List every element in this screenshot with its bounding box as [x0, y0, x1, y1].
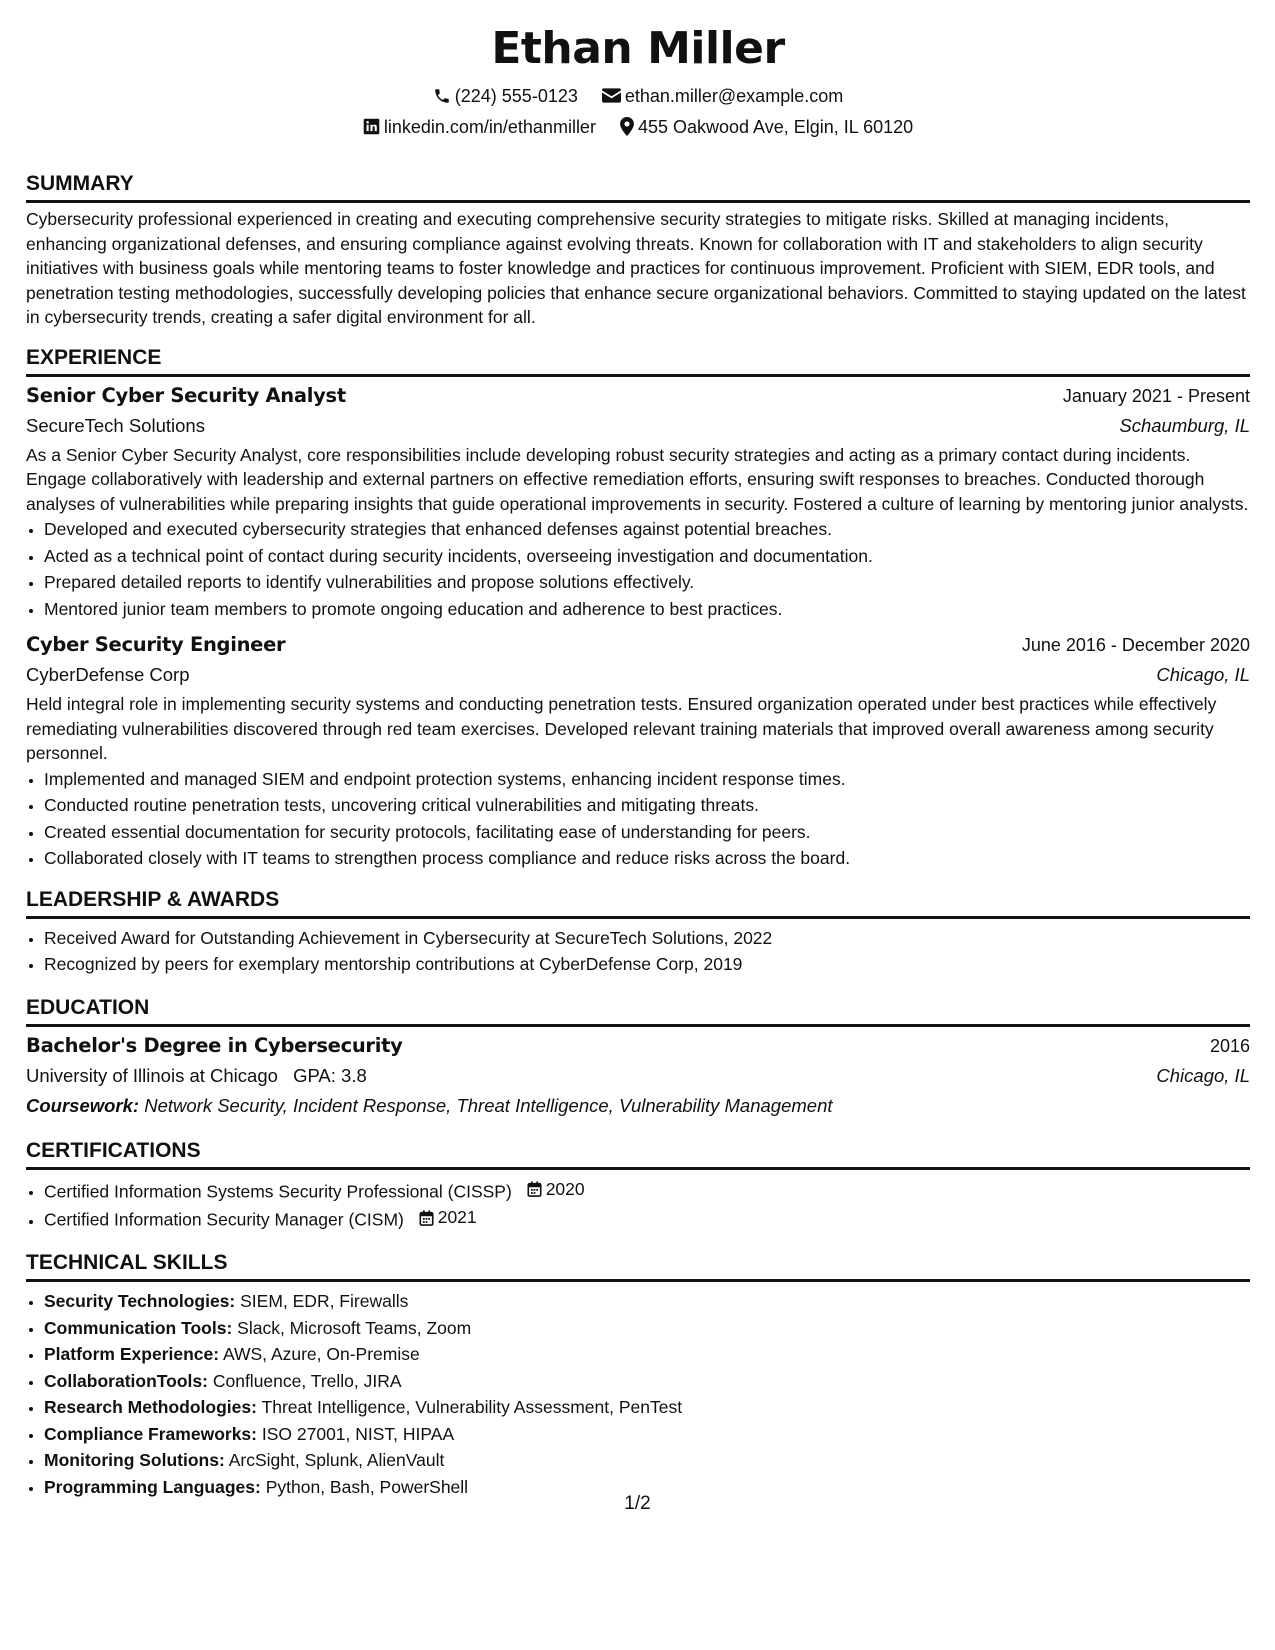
calendar-icon — [527, 1181, 542, 1197]
list-item: • Received Award for Outstanding Achievement in Cybersecurity at SecureTech Solutions, 2022 — [44, 925, 1250, 952]
job-dates: January 2021 - Present — [1062, 385, 1250, 406]
job-company: CyberDefense Corp — [26, 664, 190, 685]
experience-section — [26, 344, 1250, 872]
job-entry — [26, 630, 1250, 872]
skill-value: AWS, Azure, On-Premise — [222, 1344, 420, 1364]
list-item — [44, 1368, 1250, 1395]
job-title: Senior Cyber Security Analyst — [26, 383, 346, 407]
summary-text: Cybersecurity professional experienced in creating and executing comprehensive security strategies to mitigate risks. Skilled at managing incidents, enhancing organizational defenses, and ensuring compliance against evolving threats. Known for collaboration with IT and stakeholders to align security initiatives with business goals while mentoring teams to foster knowledge and practices for continuous improvement. Proficient with SIEM, EDR tools, and penetration testing methodologies, successfully developing policies that enhance secure organizational behaviors. Committed to staying updated on the latest in cybersecurity trends, creating a safer digital environment for all. — [26, 209, 1246, 327]
leadership-section — [26, 886, 1250, 978]
gpa: GPA: 3.8 — [293, 1064, 367, 1086]
skills-heading: TECHNICAL SKILLS — [26, 1249, 1250, 1282]
job-entry — [26, 381, 1250, 623]
list-item: • Conducted routine penetration tests, uncovering critical vulnerabilities and mitigating threats. — [44, 792, 1250, 819]
list-item: • Mentored junior team members to promote ongoing education and adherence to best practices. — [44, 596, 1250, 623]
list-item — [44, 1394, 1250, 1421]
list-item: • Collaborated closely with IT teams to strengthen process compliance and reduce risks across the board. — [44, 845, 1250, 872]
cert-name: Certified Information Systems Security Professional (CISSP) — [44, 1180, 512, 1201]
leadership-heading: LEADERSHIP & AWARDS — [26, 886, 1250, 919]
graduation-year: 2016 — [1209, 1035, 1250, 1056]
linkedin-icon — [363, 118, 380, 135]
summary-section — [26, 170, 1250, 330]
job-bullets — [26, 766, 1250, 872]
list-item — [44, 1176, 1250, 1205]
skill-value: Confluence, Trello, JIRA — [212, 1370, 402, 1391]
job-description: Held integral role in implementing security systems and conducting penetration tests. Ensured organization operated under best practices while effectively remediating vulnerabilities discovered through red team exercises. Developed relevant training materials that improved overall awareness among security personnel. — [26, 694, 1217, 763]
skills-list — [26, 1288, 1250, 1500]
contact-row-1 — [26, 80, 1250, 111]
skill-value: Python, Bash, PowerShell — [265, 1476, 469, 1497]
list-item — [44, 1447, 1250, 1474]
list-item: • Acted as a technical point of contact during security incidents, overseeing investigation and documentation. — [44, 543, 1250, 570]
skill-value: ArcSight, Splunk, AlienVault — [228, 1450, 445, 1470]
list-item — [44, 1288, 1250, 1315]
skill-value: Slack, Microsoft Teams, Zoom — [237, 1317, 472, 1338]
email-link[interactable]: ethan.miller@example.com — [624, 85, 844, 106]
skill-label: CollaborationTools: — [44, 1370, 208, 1391]
skill-value: Threat Intelligence, Vulnerability Assessment, PenTest — [261, 1397, 683, 1417]
list-item: • Developed and executed cybersecurity strategies that enhanced defenses against potential breaches. — [44, 516, 1250, 543]
certifications-heading: CERTIFICATIONS — [26, 1137, 1250, 1170]
skills-section — [26, 1249, 1250, 1500]
skill-label: Research Methodologies: — [44, 1397, 257, 1417]
coursework-list: Network Security, Incident Response, Threat Intelligence, Vulnerability Management — [144, 1094, 833, 1116]
email-contact — [602, 80, 843, 111]
map-marker-icon — [620, 117, 634, 136]
list-item: • Prepared detailed reports to identify vulnerabilities and propose solutions effectively. — [44, 569, 1250, 596]
skill-label: Platform Experience: — [44, 1344, 220, 1364]
coursework — [26, 1091, 1250, 1121]
cert-year-wrap — [527, 1176, 585, 1203]
list-item — [44, 1204, 1250, 1233]
job-location: Chicago, IL — [1156, 664, 1250, 685]
experience-heading: EXPERIENCE — [26, 344, 1250, 377]
education-heading: EDUCATION — [26, 994, 1250, 1027]
job-company: SecureTech Solutions — [26, 414, 205, 436]
skill-label: Compliance Frameworks: — [44, 1423, 257, 1444]
phone-text[interactable]: (224) 555-0123 — [454, 85, 578, 106]
school-info — [26, 1061, 367, 1091]
cert-year: 2021 — [437, 1207, 477, 1228]
skill-label: Monitoring Solutions: — [44, 1450, 225, 1470]
leadership-list — [26, 925, 1250, 978]
cert-year: 2020 — [545, 1178, 585, 1199]
job-title: Cyber Security Engineer — [26, 633, 286, 656]
linkedin-contact — [363, 111, 596, 142]
cert-name: Certified Information Security Manager (CISM) — [44, 1209, 404, 1230]
job-bullets — [26, 516, 1250, 622]
skill-label: Security Technologies: — [44, 1291, 236, 1311]
calendar-icon — [419, 1210, 434, 1226]
cert-year-wrap — [419, 1204, 477, 1231]
school-location: Chicago, IL — [1156, 1064, 1250, 1086]
contact-row-2 — [26, 111, 1250, 142]
candidate-name: Ethan Miller — [491, 23, 785, 74]
coursework-label: Coursework: — [26, 1094, 140, 1116]
list-item — [44, 1421, 1250, 1448]
list-item: • Created essential documentation for security protocols, facilitating ease of understanding for peers. — [44, 819, 1250, 846]
envelope-icon — [602, 88, 621, 103]
linkedin-link[interactable]: linkedin.com/in/ethanmiller — [383, 116, 596, 137]
school-name: University of Illinois at Chicago — [26, 1064, 278, 1086]
address-text: 455 Oakwood Ave, Elgin, IL 60120 — [637, 116, 914, 137]
skill-value: SIEM, EDR, Firewalls — [240, 1291, 409, 1311]
skill-value: ISO 27001, NIST, HIPAA — [261, 1423, 455, 1444]
phone-icon — [433, 87, 451, 105]
skill-label: Programming Languages: — [44, 1476, 261, 1497]
job-location: Schaumburg, IL — [1119, 414, 1250, 436]
job-dates: June 2016 - December 2020 — [1021, 635, 1250, 655]
summary-heading: SUMMARY — [26, 170, 1250, 203]
page-number: 1/2 — [624, 1493, 651, 1514]
list-item: • Implemented and managed SIEM and endpoint protection systems, enhancing incident response times. — [44, 766, 1250, 793]
certifications-section — [26, 1137, 1250, 1234]
list-item — [44, 1315, 1250, 1342]
certifications-list — [26, 1176, 1250, 1234]
address-contact — [620, 111, 913, 142]
list-item: • Recognized by peers for exemplary mentorship contributions at CyberDefense Corp, 2019 — [44, 951, 1250, 978]
list-item — [44, 1341, 1250, 1368]
skill-label: Communication Tools: — [44, 1317, 233, 1338]
phone-contact — [433, 80, 578, 111]
job-description: As a Senior Cyber Security Analyst, core responsibilities include developing robust security strategies and acting as a primary contact during incidents. Engage collaboratively with leadership and external partners on effective remediation efforts, ensuring swift responses to breaches. Conducted thorough analyses of vulnerabilities while preparing insights that guide operational improvements in security. Fostered a culture of learning by mentoring junior analysts. — [26, 444, 1249, 514]
resume-page — [26, 18, 1250, 1500]
education-section — [26, 994, 1250, 1121]
degree-title: Bachelor's Degree in Cybersecurity — [26, 1033, 403, 1057]
